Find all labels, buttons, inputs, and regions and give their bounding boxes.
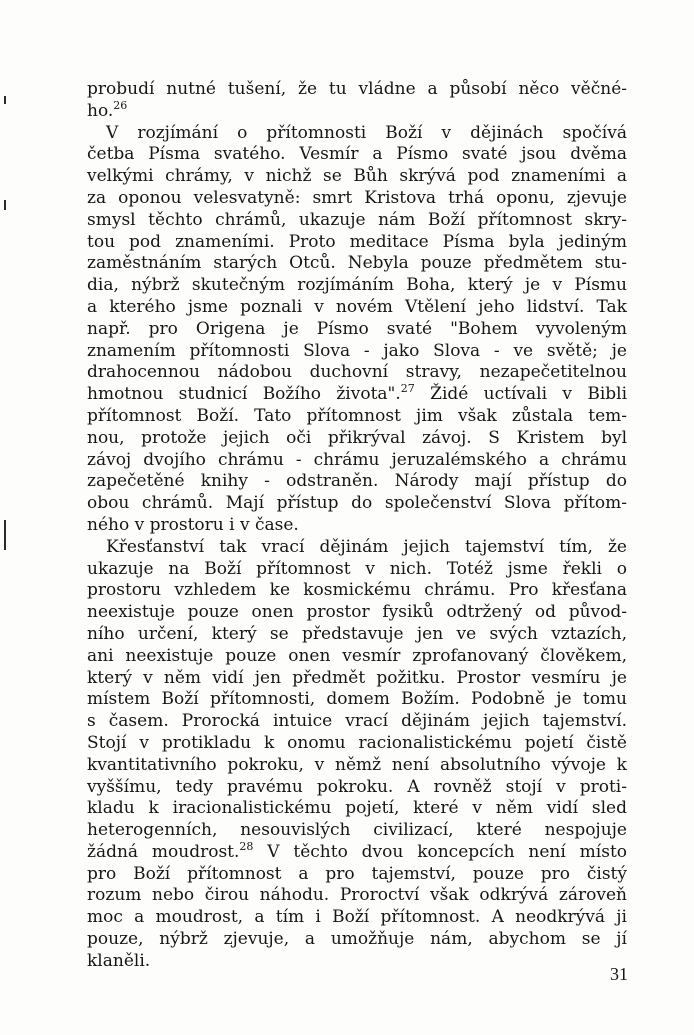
text-line xyxy=(87,406,627,428)
line-text: pro Boží přítomnost a pro tajemství, pouze pro čistý xyxy=(87,863,627,884)
text-line xyxy=(87,98,627,123)
scan-margin-mark xyxy=(4,96,6,104)
line-text: za oponou velesvatyně: smrt Kristova trhá oponu, zjevuje xyxy=(87,187,627,208)
text-line xyxy=(87,515,627,537)
line-text: pouze, nýbrž zjevuje, a umožňuje nám, abychom se jí xyxy=(87,929,627,950)
text-line xyxy=(87,319,627,341)
line-text: hmotnou studnicí Božího života". xyxy=(87,384,401,405)
line-text: obou chrámů. Mají přístup do společenství Slova přítom- xyxy=(87,493,627,514)
line-text: závoj dvojího chrámu - chrámu jeruzalémského a chrámu xyxy=(87,449,627,470)
text-line xyxy=(87,929,627,951)
line-text: drahocennou nádobou duchovní stravy, nezapečetitelnou xyxy=(87,362,627,383)
text-line xyxy=(87,580,627,602)
text-line xyxy=(87,864,627,886)
text-line xyxy=(87,384,627,406)
text-line xyxy=(87,471,627,493)
text-line xyxy=(87,537,627,559)
line-text: velkými chrámy, v nichž se Bůh skrývá pod znameními a xyxy=(87,166,627,187)
footnote-reference: 27 xyxy=(400,382,415,396)
line-text: rozum nebo čirou náhodu. Proroctví však odkrývá zároveň xyxy=(87,885,627,906)
text-line xyxy=(87,839,628,864)
text-line xyxy=(87,297,627,319)
text-line xyxy=(87,885,627,907)
text-line xyxy=(87,624,627,646)
footnote-reference: 28 xyxy=(239,839,254,853)
line-text: tou pod znameními. Proto meditace Písma byla jediným xyxy=(87,231,627,252)
line-text: kvantitativního pokroku, v němž není absolutního vývoje k xyxy=(87,754,627,775)
line-text: četba Písma svatého. Vesmír a Písmo svaté jsou dvěma xyxy=(87,144,627,165)
line-text: moc a moudrost, a tím i Boží přítomnost. A neodkrývá ji xyxy=(87,907,627,928)
line-text: klaněli. xyxy=(87,950,151,971)
text-line xyxy=(87,820,627,842)
page-number: 31 xyxy=(610,964,628,984)
text-line xyxy=(87,144,627,166)
line-text: ho. xyxy=(87,100,114,121)
text-line xyxy=(87,79,627,101)
line-text: místem Boží přítomnosti, domem Božím. Podobně je tomu xyxy=(87,689,627,710)
line-text: dia, nýbrž skutečným rozjímáním Boha, který je v Písmu xyxy=(87,275,627,296)
line-text: prostoru vzhledem ke kosmickému chrámu. Pro křesťana xyxy=(87,580,627,601)
line-text: např. pro Origena je Písmo svaté "Bohem vyvoleným xyxy=(87,318,627,339)
line-text: ani neexistuje pouze onen vesmír zprofanovaný člověkem, xyxy=(87,645,627,666)
line-text-continued: V těchto dvou koncepcích není místo xyxy=(253,841,628,862)
text-line xyxy=(87,493,627,515)
line-text: ného v prostoru i v čase. xyxy=(87,514,299,535)
paragraph xyxy=(87,79,627,123)
body-text xyxy=(87,79,627,973)
line-text: ukazuje na Boží přítomnost v nich. Totéž jsme řekli o xyxy=(87,558,627,579)
line-text: který v něm vidí jen předmět požitku. Prostor vesmíru je xyxy=(87,667,627,688)
paragraph xyxy=(87,123,627,537)
text-line xyxy=(87,907,627,929)
text-line xyxy=(87,798,627,820)
text-line xyxy=(87,559,627,581)
line-text: smysl těchto chrámů, ukazuje nám Boží přítomnost skry- xyxy=(87,209,627,230)
text-line xyxy=(87,602,627,624)
text-line xyxy=(87,275,627,297)
line-text: ního určení, který se představuje jen ve svých vztazích, xyxy=(87,623,627,644)
scan-margin-mark xyxy=(4,200,6,210)
line-text: V rozjímání o přítomnosti Boží v dějinách spočívá xyxy=(106,122,627,143)
text-line xyxy=(87,188,627,210)
line-text: Stojí v protikladu k onomu racionalistickému pojetí čistě xyxy=(87,732,627,753)
text-line xyxy=(87,123,627,145)
line-text-continued: Židé uctívali v Bibli xyxy=(414,384,628,405)
line-text: zaměstnáním starých Otců. Nebyla pouze předmětem stu- xyxy=(87,253,627,274)
line-text: heterogenních, nesouvislých civilizací, které nespojuje xyxy=(87,820,627,841)
text-line xyxy=(87,711,627,733)
text-line xyxy=(87,210,627,232)
line-text: neexistuje pouze onen prostor fysiků odtržený od původ- xyxy=(87,602,627,623)
footnote-reference: 26 xyxy=(113,98,128,112)
text-line xyxy=(87,428,627,450)
line-text: vyššímu, tedy pravému pokroku. A rovněž stojí v proti- xyxy=(87,776,627,797)
line-text: znamením přítomnosti Slova - jako Slova - ve světě; je xyxy=(87,340,627,361)
text-line xyxy=(87,646,627,668)
line-text: přítomnost Boží. Tato přítomnost jim však zůstala tem- xyxy=(87,405,627,426)
text-line xyxy=(87,232,627,254)
text-line xyxy=(87,668,627,690)
text-line xyxy=(87,733,627,755)
line-text: s časem. Prorocká intuice vrací dějinám jejich tajemství. xyxy=(87,711,627,732)
line-text: Křesťanství tak vrací dějinám jejich tajemství tím, že xyxy=(106,536,627,557)
text-line xyxy=(87,951,627,973)
scan-margin-mark xyxy=(4,520,6,550)
text-line xyxy=(87,166,627,188)
line-text: a kterého jsme poznali v novém Vtělení jeho lidství. Tak xyxy=(87,296,627,317)
text-line xyxy=(87,362,627,384)
text-line xyxy=(87,253,627,275)
line-text: kladu k iracionalistickému pojetí, které v něm vidí sled xyxy=(87,798,627,819)
line-text: žádná moudrost. xyxy=(87,841,240,862)
line-text: probudí nutné tušení, že tu vládne a působí něco věčné- xyxy=(87,79,627,99)
line-text: nou, protože jejich oči přikrýval závoj. S Kristem byl xyxy=(87,427,627,448)
paragraph xyxy=(87,537,627,973)
text-line xyxy=(87,450,627,472)
text-line xyxy=(87,777,627,799)
text-line xyxy=(87,755,627,777)
line-text: zapečetěné knihy - odstraněn. Národy mají přístup do xyxy=(87,471,627,492)
text-line xyxy=(87,689,627,711)
text-line xyxy=(87,341,627,363)
